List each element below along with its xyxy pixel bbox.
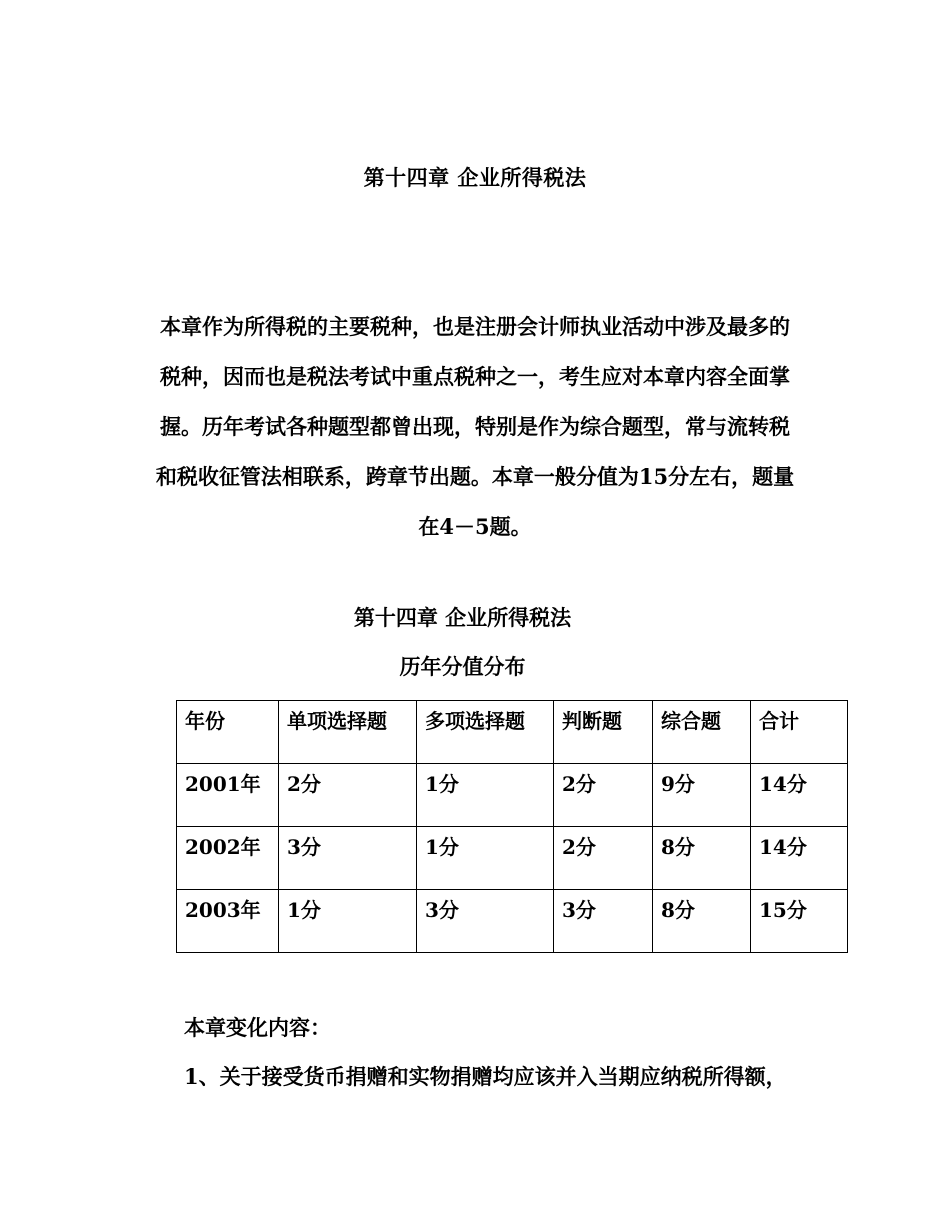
table-cell: 2分 [554,764,653,827]
table-cell: 2003年 [177,890,279,953]
changes-heading: 本章变化内容： [184,1015,331,1040]
intro-line: 和税收征管法相联系，跨章节出题。本章一般分值为15分左右，题量 [155,464,795,489]
table-row [177,890,848,953]
table-cell: 8分 [653,827,751,890]
intro-line: 握。历年考试各种题型都曾出现，特别是作为综合题型，常与流转税 [160,414,790,439]
change-item: 1、关于接受货币捐赠和实物捐赠均应该并入当期应纳税所得额， [184,1064,787,1089]
score-distribution-table [176,700,848,953]
table-cell: 8分 [653,890,751,953]
chapter-title: 第十四章 企业所得税法 [363,165,587,190]
table-cell: 3分 [279,827,417,890]
table-cell: 2分 [279,764,417,827]
table-row [177,827,848,890]
table-header-row [177,701,848,764]
intro-line: 税种，因而也是税法考试中重点税种之一，考生应对本章内容全面掌 [160,364,790,389]
table-cell: 1分 [279,890,417,953]
header-cell-comprehensive: 综合题 [653,701,751,764]
intro-line: 本章作为所得税的主要税种，也是注册会计师执业活动中涉及最多的 [160,314,790,339]
table-chapter-title: 第十四章 企业所得税法 [353,605,572,630]
table-caption: 历年分值分布 [399,654,526,679]
table-cell: 9分 [653,764,751,827]
table-cell: 2001年 [177,764,279,827]
table-cell: 3分 [417,890,554,953]
intro-paragraph [138,302,812,552]
intro-line: 在4－5题。 [418,514,532,539]
table-row [177,764,848,827]
header-cell-year: 年份 [177,701,279,764]
table-cell: 14分 [751,764,848,827]
table-cell: 1分 [417,764,554,827]
table-cell: 1分 [417,827,554,890]
table-cell: 14分 [751,827,848,890]
table-cell: 3分 [554,890,653,953]
header-cell-single-choice: 单项选择题 [279,701,417,764]
header-cell-true-false: 判断题 [554,701,653,764]
table-cell: 15分 [751,890,848,953]
header-cell-multiple-choice: 多项选择题 [417,701,554,764]
table-cell: 2002年 [177,827,279,890]
header-cell-total: 合计 [751,701,848,764]
table-cell: 2分 [554,827,653,890]
